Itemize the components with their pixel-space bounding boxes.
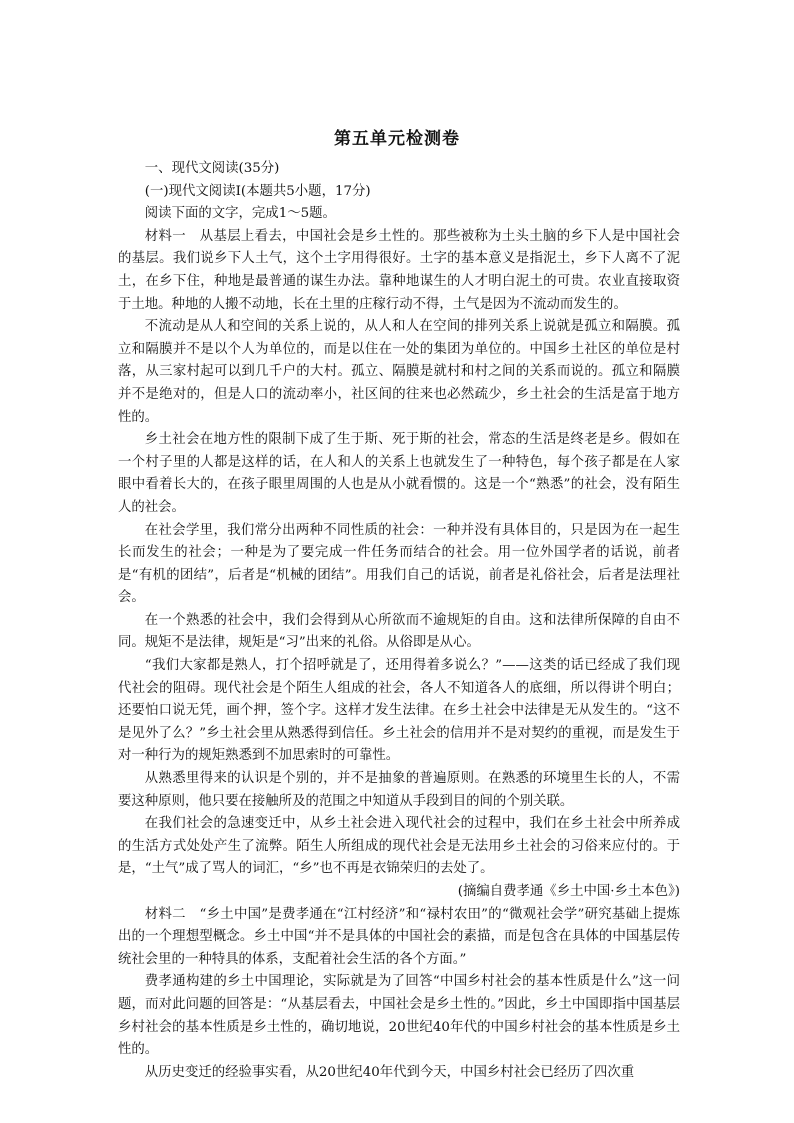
material1-paragraph: 材料一 从基层上看去，中国社会是乡土性的。那些被称为土头土脑的乡下人是中国社会的基层。我们说乡下人土气，这个土字用得很好。土字的基本意义是指泥土，乡下人离不了泥土，在乡下住，种地是最普通的谋生办法。靠种地谋生的人才明白泥土的可贵。农业直接取资于土地。种地的人搬不动地，长在土里的庄稼行动不得，土气是因为不流动而发生的。 <box>118 228 680 312</box>
material1-paragraph: 从熟悉里得来的认识是个别的，并不是抽象的普遍原则。在熟悉的环境里生长的人，不需要这种原则，他只要在接触所及的范围之中知道从手段到目的间的个别关联。 <box>118 771 680 809</box>
instruction-text: 阅读下面的文字，完成1～5题。 <box>144 206 336 222</box>
material2-paragraph: 费孝通构建的乡土中国理论，实际就是为了回答“中国乡村社会的基本性质是什么”这一问题，而对此问题的回答是：“从基层看去，中国社会是乡土性的。”因此，乡土中国即指中国基层乡村社会的基本性质是乡土性的，确切地说，20世纪40年代的中国乡村社会的基本性质是乡土性的。 <box>118 974 680 1058</box>
material1-source: (摘编自费孝通《乡土中国·乡土本色》) <box>457 884 680 899</box>
subsection-heading: (一)现代文阅读Ⅰ(本题共5小题，17分) <box>144 183 371 199</box>
material2-paragraph: 材料二 “乡土中国”是费孝通在“江村经济”和“禄村农田”的“微观社会学”研究基础上提炼出的一个理想型概念。乡土中国“并不是具体的中国社会的素描，而是包含在具体的中国基层传统社会里的一种特具的体系，支配着社会生活的各个方面。” <box>118 906 680 967</box>
material1-paragraph: 乡土社会在地方性的限制下成了生于斯、死于斯的社会，常态的生活是终老是乡。假如在一个村子里的人都是这样的话，在人和人的关系上也就发生了一种特色，每个孩子都是在人家眼中看着长大的，在孩子眼里周围的人也是从小就看惯的。这是一个“熟悉”的社会，没有陌生人的社会。 <box>118 432 680 515</box>
page-title: 第五单元检测卷 <box>334 129 460 149</box>
material1-paragraph: “我们大家都是熟人，打个招呼就是了，还用得着多说么？”——这类的话已经成了我们现代社会的阻碍。现代社会是个陌生人组成的社会，各人不知道各人的底细，所以得讲个明白；还要怕口说无凭，画个押，签个字。这样才发生法律。在乡土社会中法律是无从发生的。“这不是见外了么？”乡土社会里从熟悉得到信任。乡土社会的信用并不是对契约的重视，而是发生于对一种行为的规矩熟悉到不加思索时的可靠性。 <box>118 658 680 764</box>
section-heading: 一、现代文阅读(35分) <box>144 161 280 176</box>
material1-paragraph: 在我们社会的急速变迁中，从乡土社会进入现代社会的过程中，我们在乡土社会中所养成的生活方式处处产生了流弊。陌生人所组成的现代社会是无法用乡土社会的习俗来应付的。于是，“土气”成了骂人的词汇，“乡”也不再是衣锦荣归的去处了。 <box>118 816 680 877</box>
material1-paragraph: 在一个熟悉的社会中，我们会得到从心所欲而不逾规矩的自由。这和法律所保障的自由不同。规矩不是法律，规矩是“习”出来的礼俗。从俗即是从心。 <box>118 612 680 651</box>
document-body <box>118 158 680 1084</box>
material1-paragraph: 在社会学里，我们常分出两种不同性质的社会：一种并没有具体目的，只是因为在一起生长而发生的社会；一种是为了要完成一件任务而结合的社会。用一位外国学者的话说，前者是“有机的团结”，后者是“机械的团结”。用我们自己的话说，前者是礼俗社会，后者是法理社会。 <box>118 522 680 606</box>
material1-paragraph: 不流动是从人和空间的关系上说的，从人和人在空间的排列关系上说就是孤立和隔膜。孤立和隔膜并不是以个人为单位的，而是以住在一处的集团为单位的。中国乡土社区的单位是村落，从三家村起可以到几千户的大村。孤立、隔膜是就村和村之间的关系而说的。孤立和隔膜并不是绝对的，但是人口的流动率小，社区间的往来也必然疏少，乡土社会的生活是富于地方性的。 <box>118 319 680 425</box>
material2-paragraph: 从历史变迁的经验事实看，从20世纪40年代到今天，中国乡村社会已经历了四次重 <box>144 1064 635 1080</box>
